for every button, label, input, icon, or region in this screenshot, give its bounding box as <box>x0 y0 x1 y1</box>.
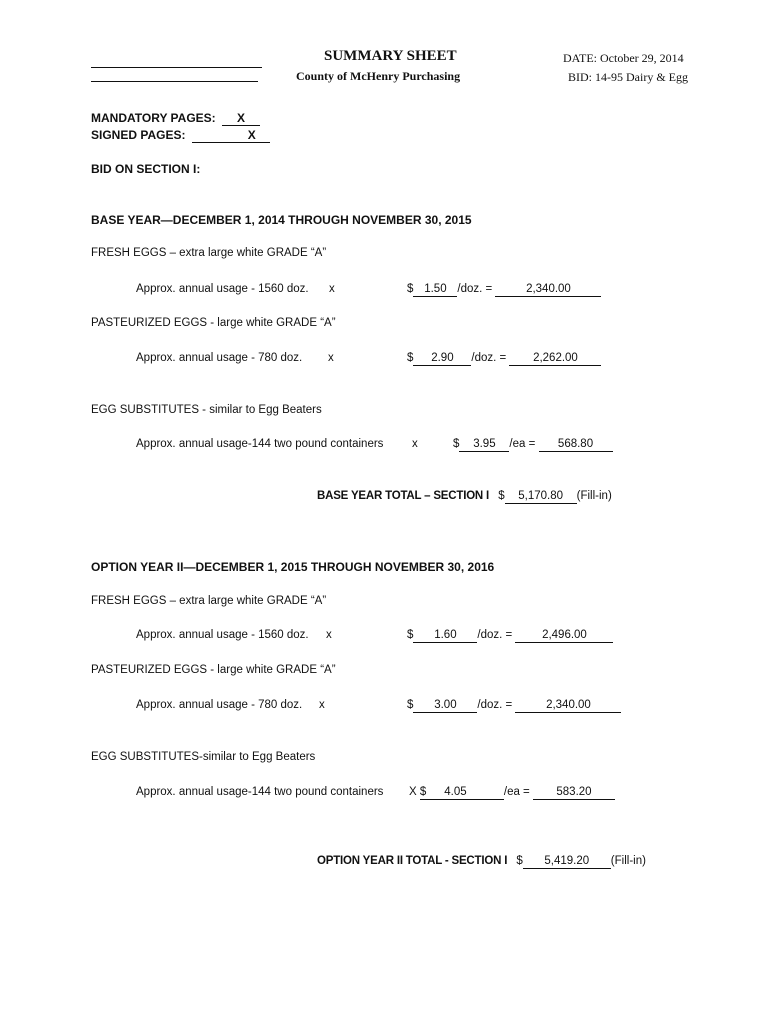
option-fresh-eggs-price-row <box>407 629 613 643</box>
base-pasteurized-price-row <box>407 352 601 366</box>
date-label: DATE: October 29, 2014 <box>563 51 684 65</box>
base-substitutes-unit: /ea = <box>509 438 536 450</box>
base-pasteurized-unit: /doz. = <box>471 352 507 364</box>
option-substitutes-usage: Approx. annual usage-144 two pound containers <box>136 786 384 798</box>
option-fresh-eggs-total[interactable]: 2,496.00 <box>515 629 613 643</box>
currency-sign: $ <box>498 490 505 502</box>
base-pasteurized-total[interactable]: 2,262.00 <box>509 352 601 366</box>
currency-sign: $ <box>516 855 523 867</box>
base-fresh-eggs-price-row <box>407 283 601 297</box>
base-substitutes-price[interactable]: 3.95 <box>459 438 509 452</box>
base-substitutes-usage: Approx. annual usage-144 two pound containers <box>136 438 384 450</box>
option-year-total-field[interactable]: 5,419.20 <box>523 855 611 869</box>
signed-pages <box>91 128 270 143</box>
option-pasteurized-x: x <box>319 699 325 711</box>
option-pasteurized-title: PASTEURIZED EGGS - large white GRADE “A” <box>91 664 336 676</box>
option-year-fill-in: (Fill-in) <box>610 855 646 867</box>
base-substitutes-price-row <box>453 438 613 452</box>
option-substitutes-x: X <box>409 786 417 798</box>
base-fresh-eggs-price[interactable]: 1.50 <box>413 283 457 297</box>
option-year-total-row <box>317 855 646 869</box>
page-title: SUMMARY SHEET <box>324 48 457 64</box>
base-pasteurized-usage: Approx. annual usage - 780 doz. <box>136 352 303 364</box>
base-substitutes-total[interactable]: 568.80 <box>539 438 613 452</box>
currency-sign: $ <box>407 699 414 711</box>
mandatory-pages <box>91 111 260 126</box>
option-pasteurized-unit: /doz. = <box>477 699 513 711</box>
option-substitutes-price-row <box>409 786 615 800</box>
page-subtitle: County of McHenry Purchasing <box>296 69 461 83</box>
option-fresh-eggs-price[interactable]: 1.60 <box>413 629 477 643</box>
option-fresh-eggs-x: x <box>326 629 332 641</box>
option-substitutes-title: EGG SUBSTITUTES-similar to Egg Beaters <box>91 751 316 763</box>
base-year-total-label: BASE YEAR TOTAL – SECTION I <box>317 490 490 502</box>
vendor-name-line[interactable] <box>91 67 262 68</box>
base-fresh-eggs-title: FRESH EGGS – extra large white GRADE “A” <box>91 247 327 259</box>
vendor-address-line[interactable] <box>91 81 258 82</box>
base-pasteurized-x: x <box>328 352 334 364</box>
mandatory-pages-label: MANDATORY PAGES: <box>91 111 216 125</box>
base-fresh-eggs-unit: /doz. = <box>457 283 493 295</box>
base-fresh-eggs-x: x <box>329 283 335 295</box>
option-fresh-eggs-title: FRESH EGGS – extra large white GRADE “A” <box>91 595 327 607</box>
bid-label: BID: 14-95 Dairy & Egg <box>568 70 688 84</box>
base-year-total-row <box>317 490 612 504</box>
base-year-heading: BASE YEAR—DECEMBER 1, 2014 THROUGH NOVEMBER 30, 2015 <box>91 213 472 227</box>
signed-pages-label: SIGNED PAGES: <box>91 128 186 142</box>
base-substitutes-title: EGG SUBSTITUTES - similar to Egg Beaters <box>91 404 322 416</box>
base-fresh-eggs-usage: Approx. annual usage - 1560 doz. <box>136 283 309 295</box>
currency-sign: $ <box>407 352 414 364</box>
option-pasteurized-usage: Approx. annual usage - 780 doz. <box>136 699 303 711</box>
currency-sign: $ <box>407 283 414 295</box>
base-year-fill-in: (Fill-in) <box>576 490 612 502</box>
option-fresh-eggs-usage: Approx. annual usage - 1560 doz. <box>136 629 309 641</box>
option-fresh-eggs-unit: /doz. = <box>477 629 513 641</box>
option-substitutes-price-value: 4.05 <box>444 786 467 798</box>
option-substitutes-total[interactable]: 583.20 <box>533 786 615 800</box>
bid-section-heading: BID ON SECTION I: <box>91 162 201 176</box>
base-fresh-eggs-total[interactable]: 2,340.00 <box>495 283 601 297</box>
base-pasteurized-title: PASTEURIZED EGGS - large white GRADE “A” <box>91 317 336 329</box>
option-year-total-label: OPTION YEAR II TOTAL - SECTION I <box>317 855 508 867</box>
option-substitutes-unit: /ea = <box>503 786 530 798</box>
currency-sign: $ <box>407 629 414 641</box>
signed-pages-field[interactable]: X <box>192 129 270 143</box>
currency-sign: $ <box>419 786 427 798</box>
option-substitutes-price[interactable] <box>420 786 504 800</box>
option-year-heading: OPTION YEAR II—DECEMBER 1, 2015 THROUGH NOVEMBER 30, 2016 <box>91 560 495 574</box>
base-pasteurized-price[interactable]: 2.90 <box>413 352 471 366</box>
base-substitutes-x: x <box>412 438 418 450</box>
option-pasteurized-price-row <box>407 699 621 713</box>
option-pasteurized-total[interactable]: 2,340.00 <box>515 699 621 713</box>
option-pasteurized-price[interactable]: 3.00 <box>413 699 477 713</box>
currency-sign: $ <box>453 438 460 450</box>
mandatory-pages-field[interactable]: X <box>222 112 260 126</box>
base-year-total-field[interactable]: 5,170.80 <box>505 490 577 504</box>
